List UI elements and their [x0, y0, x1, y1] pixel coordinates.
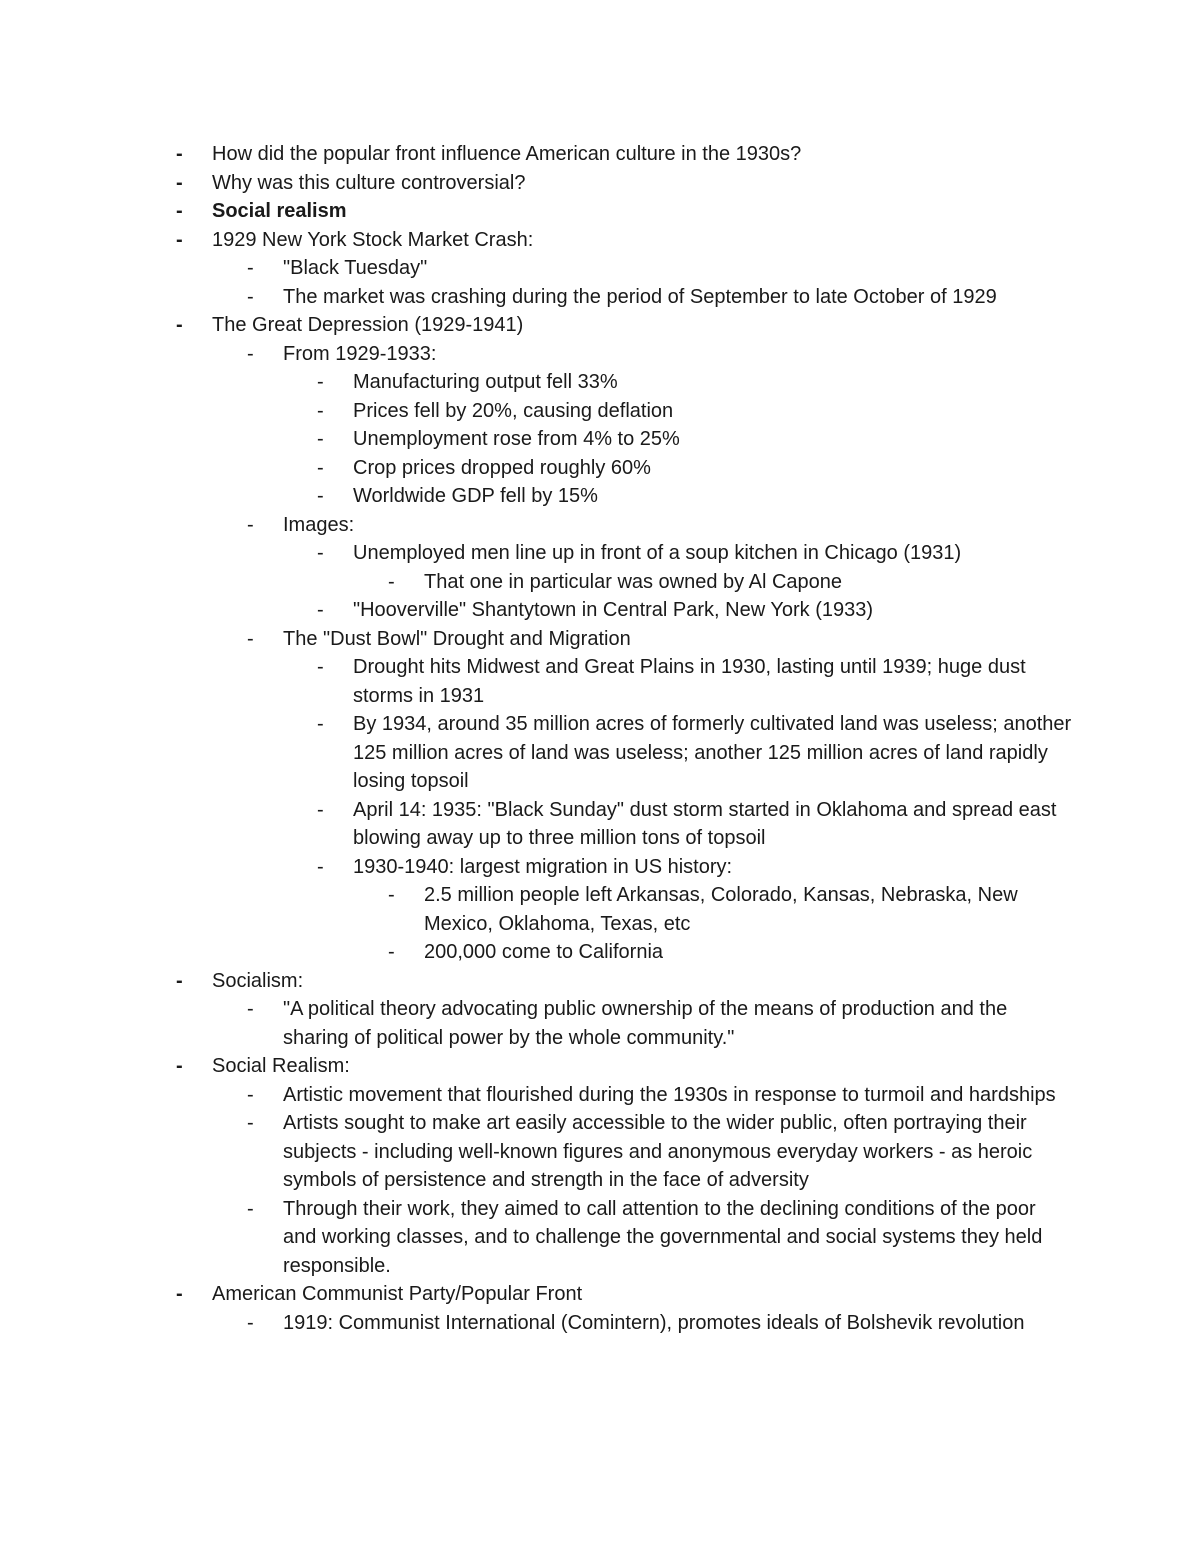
- list-item-text: Worldwide GDP fell by 15%: [353, 485, 598, 507]
- list-item-text: 200,000 come to California: [424, 941, 664, 963]
- list-item-text: Prices fell by 20%, causing deflation: [353, 399, 674, 422]
- list-item-text: Artistic movement that flourished during the 1930s in response to turmoil and hardships: [283, 1083, 1056, 1106]
- list-item-text: Social Realism:: [212, 1055, 350, 1077]
- list-item-level-2: [247, 1195, 1073, 1281]
- list-item-text: American Communist Party/Popular Front: [212, 1283, 583, 1305]
- list-item-text: Unemployed men line up in front of a soup kitchen in Chicago (1931): [353, 542, 962, 564]
- list-item-level-2: [247, 995, 1073, 1052]
- list-item-level-2: [247, 511, 1073, 540]
- list-item-text: 2.5 million people left Arkansas, Colorado, Kansas, Nebraska, New Mexico, Oklahoma, Texas, etc: [424, 884, 1018, 935]
- list-item-text: Social realism: [212, 200, 347, 222]
- list-item-text: Images:: [283, 513, 355, 536]
- bullet-dash: -: [247, 998, 254, 1020]
- bullet-dash: -: [176, 1283, 183, 1305]
- list-item-level-2: [247, 340, 1073, 369]
- bullet-dash: -: [247, 1112, 254, 1134]
- list-item-level-1: [176, 169, 1072, 198]
- list-item-level-3: [317, 397, 1073, 426]
- list-item-text: How did the popular front influence American culture in the 1930s?: [212, 143, 802, 165]
- list-item-text: Through their work, they aimed to call attention to the declining conditions of the poor and working classes, and to challenge the governmental and social systems they held responsible.: [283, 1197, 1043, 1277]
- list-item-text: 1929 New York Stock Market Crash:: [212, 228, 534, 251]
- bullet-dash: -: [317, 428, 324, 450]
- list-item-level-2: [247, 625, 1073, 654]
- list-item-level-1: [176, 1052, 1072, 1081]
- list-item-level-1: [176, 311, 1072, 340]
- bullet-list: [0, 140, 1200, 1337]
- bullet-dash: -: [317, 798, 324, 821]
- list-item-level-4: [388, 938, 1074, 967]
- bullet-dash: -: [247, 1311, 254, 1334]
- list-item-text: By 1934, around 35 million acres of formerly cultivated land was useless; another 125 million acres of land was useless; another 125 million acres of land rapidly losing topsoil: [353, 713, 1072, 792]
- bullet-dash: -: [247, 257, 254, 279]
- list-item-level-4: [388, 881, 1074, 938]
- list-item-text: Socialism:: [212, 969, 304, 992]
- list-item-level-2: [247, 1309, 1073, 1338]
- bullet-dash: -: [317, 399, 324, 422]
- bullet-dash: -: [247, 1083, 254, 1106]
- list-item-text: "A political theory advocating public ownership of the means of production and the sharing of political power by the whole community.": [283, 998, 1008, 1049]
- list-item-text: Why was this culture controversial?: [212, 171, 526, 194]
- bullet-dash: -: [247, 627, 254, 650]
- bullet-dash: -: [317, 456, 324, 479]
- list-item-level-1: [176, 1280, 1072, 1309]
- list-item-text: "Black Tuesday": [283, 257, 428, 279]
- list-item-level-3: [317, 425, 1073, 454]
- list-item-level-3: [317, 653, 1073, 710]
- list-item-level-3: [317, 796, 1073, 853]
- list-item-text: That one in particular was owned by Al Capone: [424, 570, 843, 593]
- list-item-level-3: [317, 710, 1073, 796]
- bullet-dash: -: [176, 171, 183, 194]
- bullet-dash: -: [317, 713, 324, 735]
- list-item-text: The market was crashing during the period of September to late October of 1929: [283, 285, 997, 308]
- bullet-dash: -: [247, 285, 254, 308]
- bullet-dash: -: [317, 599, 324, 621]
- bullet-dash: -: [176, 228, 183, 251]
- list-item-level-2: [247, 1109, 1073, 1195]
- list-item-text: "Hooverville" Shantytown in Central Park, New York (1933): [353, 599, 873, 621]
- list-item-text: Manufacturing output fell 33%: [353, 371, 618, 393]
- list-item-text: April 14: 1935: "Black Sunday" dust storm started in Oklahoma and spread east blowing away up to three million tons of topsoil: [353, 798, 1057, 849]
- list-item-level-3: [317, 368, 1073, 397]
- list-item-level-1: [176, 967, 1072, 996]
- list-item-level-1: [176, 140, 1072, 169]
- list-item-text: The "Dust Bowl" Drought and Migration: [283, 627, 631, 650]
- list-item-text: The Great Depression (1929-1941): [212, 314, 524, 336]
- bullet-dash: -: [317, 485, 324, 507]
- list-item-level-2: [247, 1081, 1073, 1110]
- list-item-level-3: [317, 454, 1073, 483]
- bullet-dash: -: [317, 542, 324, 564]
- list-item-text: Artists sought to make art easily accessible to the wider public, often portraying their subjects - including well-known figures and anonymous everyday workers - as heroic symbols of persistence and strength in the face of adversity: [283, 1112, 1033, 1191]
- bullet-dash: -: [317, 656, 324, 678]
- bullet-dash: -: [176, 314, 183, 336]
- bullet-dash: -: [176, 969, 183, 992]
- list-item-level-3: [317, 539, 1073, 568]
- list-item-level-3: [317, 596, 1073, 625]
- list-item-level-3: [317, 482, 1073, 511]
- bullet-dash: -: [247, 513, 254, 536]
- list-item-text: Crop prices dropped roughly 60%: [353, 456, 651, 479]
- bullet-dash: -: [176, 200, 183, 222]
- bullet-dash: -: [247, 1197, 254, 1220]
- bullet-dash: -: [176, 1055, 183, 1077]
- list-item-level-1: [176, 197, 1072, 226]
- list-item-text: Unemployment rose from 4% to 25%: [353, 428, 680, 450]
- bullet-dash: -: [317, 371, 324, 393]
- bullet-dash: -: [388, 570, 395, 593]
- list-item-level-1: [176, 226, 1072, 255]
- list-item-level-4: [388, 568, 1074, 597]
- list-item-level-2: [247, 283, 1073, 312]
- bullet-dash: -: [388, 941, 395, 963]
- bullet-dash: -: [247, 342, 254, 365]
- list-item-text: 1930-1940: largest migration in US history:: [353, 855, 733, 878]
- list-item-level-2: [247, 254, 1073, 283]
- list-item-text: Drought hits Midwest and Great Plains in 1930, lasting until 1939; huge dust storms in 1931: [353, 656, 1026, 707]
- list-item-level-3: [317, 853, 1073, 882]
- list-item-text: 1919: Communist International (Comintern), promotes ideals of Bolshevik revolution: [283, 1311, 1025, 1334]
- list-item-text: From 1929-1933:: [283, 342, 437, 365]
- bullet-dash: -: [317, 855, 324, 878]
- bullet-dash: -: [388, 884, 395, 906]
- bullet-dash: -: [176, 143, 183, 165]
